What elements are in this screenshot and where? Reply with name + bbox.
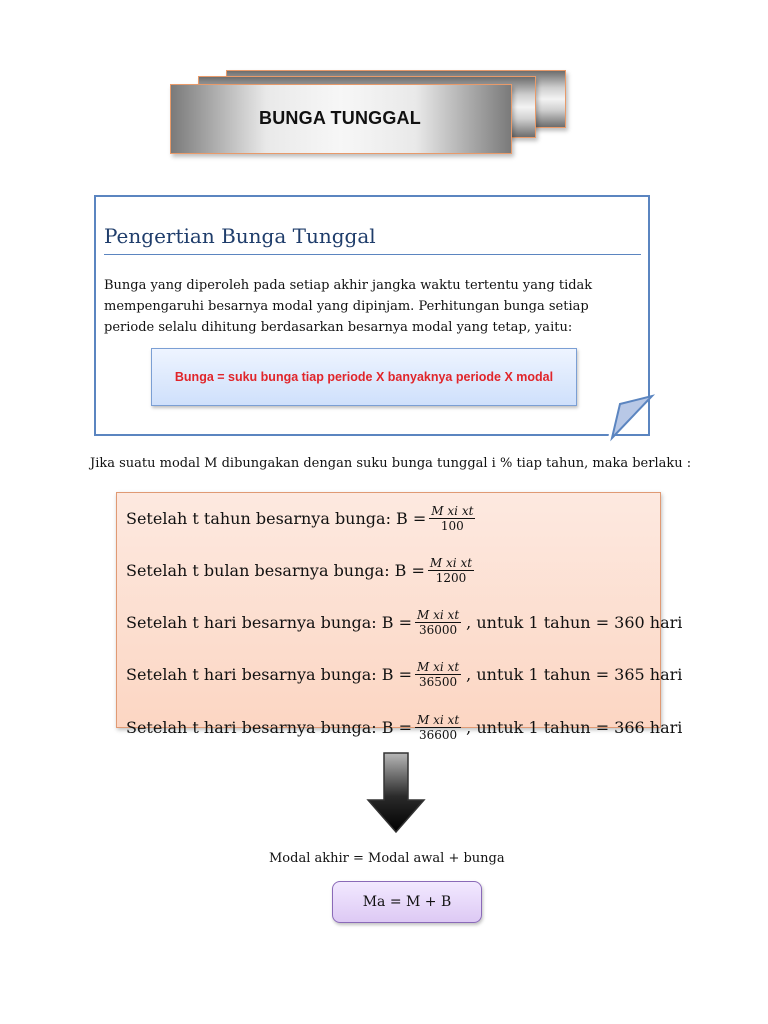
formula-fraction	[428, 556, 474, 585]
formula-row-days-360	[126, 600, 682, 644]
fraction-denominator: 36600	[419, 727, 458, 742]
result-formula: Ma = M + B	[362, 894, 452, 910]
formula-fraction	[415, 713, 461, 742]
fraction-denominator: 1200	[435, 570, 467, 585]
formula-row-days-366	[126, 705, 682, 749]
formula-label: Setelah t tahun besarnya bunga: B =	[126, 508, 427, 528]
fraction-numerator: M xi xt	[417, 659, 460, 674]
fraction-denominator: 36000	[419, 622, 458, 637]
final-amount-formula: Modal akhir = Modal awal + bunga	[269, 851, 505, 866]
page-curl-icon	[608, 394, 654, 440]
formula-list	[116, 492, 683, 742]
formula-label: Setelah t hari besarnya bunga: B =	[126, 717, 413, 737]
formula-suffix: , untuk 1 tahun = 366 hari	[466, 717, 683, 737]
formula-label: Setelah t hari besarnya bunga: B =	[126, 612, 413, 632]
formula-label: Setelah t bulan besarnya bunga: B =	[126, 560, 425, 580]
page-title: BUNGA TUNGGAL	[259, 107, 421, 128]
formula-row-years	[126, 496, 480, 540]
formula-fraction	[415, 608, 461, 637]
fraction-numerator: M xi xt	[417, 712, 460, 727]
title-banner	[0, 0, 768, 170]
fraction-denominator: 36500	[419, 674, 458, 689]
formula-row-days-365	[126, 652, 682, 696]
fraction-denominator: 100	[440, 518, 464, 533]
formula-fraction	[415, 660, 461, 689]
formula-label: Setelah t hari besarnya bunga: B =	[126, 664, 413, 684]
fraction-numerator: M xi xt	[431, 503, 474, 518]
definition-text: Bunga yang diperoleh pada setiap akhir jangka waktu tertentu yang tidak mempengaruhi besarnya modal yang dipinjam. Perhitungan bunga setiap periode selalu dihitung berdasarkan besarnya modal yang tetap, yaitu:	[104, 278, 593, 335]
definition-formula-box	[151, 348, 577, 406]
fraction-numerator: M xi xt	[417, 607, 460, 622]
fraction-numerator: M xi xt	[429, 555, 473, 570]
definition-formula: Bunga = suku bunga tiap periode X banyaknya periode X modal	[174, 370, 554, 384]
formula-row-months	[126, 548, 479, 592]
intro-sentence: Jika suatu modal M dibungakan dengan suku bunga tunggal i % tiap tahun, maka berlaku :	[90, 456, 692, 471]
formula-suffix: , untuk 1 tahun = 360 hari	[466, 612, 683, 632]
formula-suffix: , untuk 1 tahun = 365 hari	[466, 664, 683, 684]
formula-fraction	[429, 504, 475, 533]
result-formula-box	[332, 881, 482, 923]
arrow-down-icon	[367, 752, 425, 834]
definition-heading: Pengertian Bunga Tunggal	[104, 224, 641, 255]
